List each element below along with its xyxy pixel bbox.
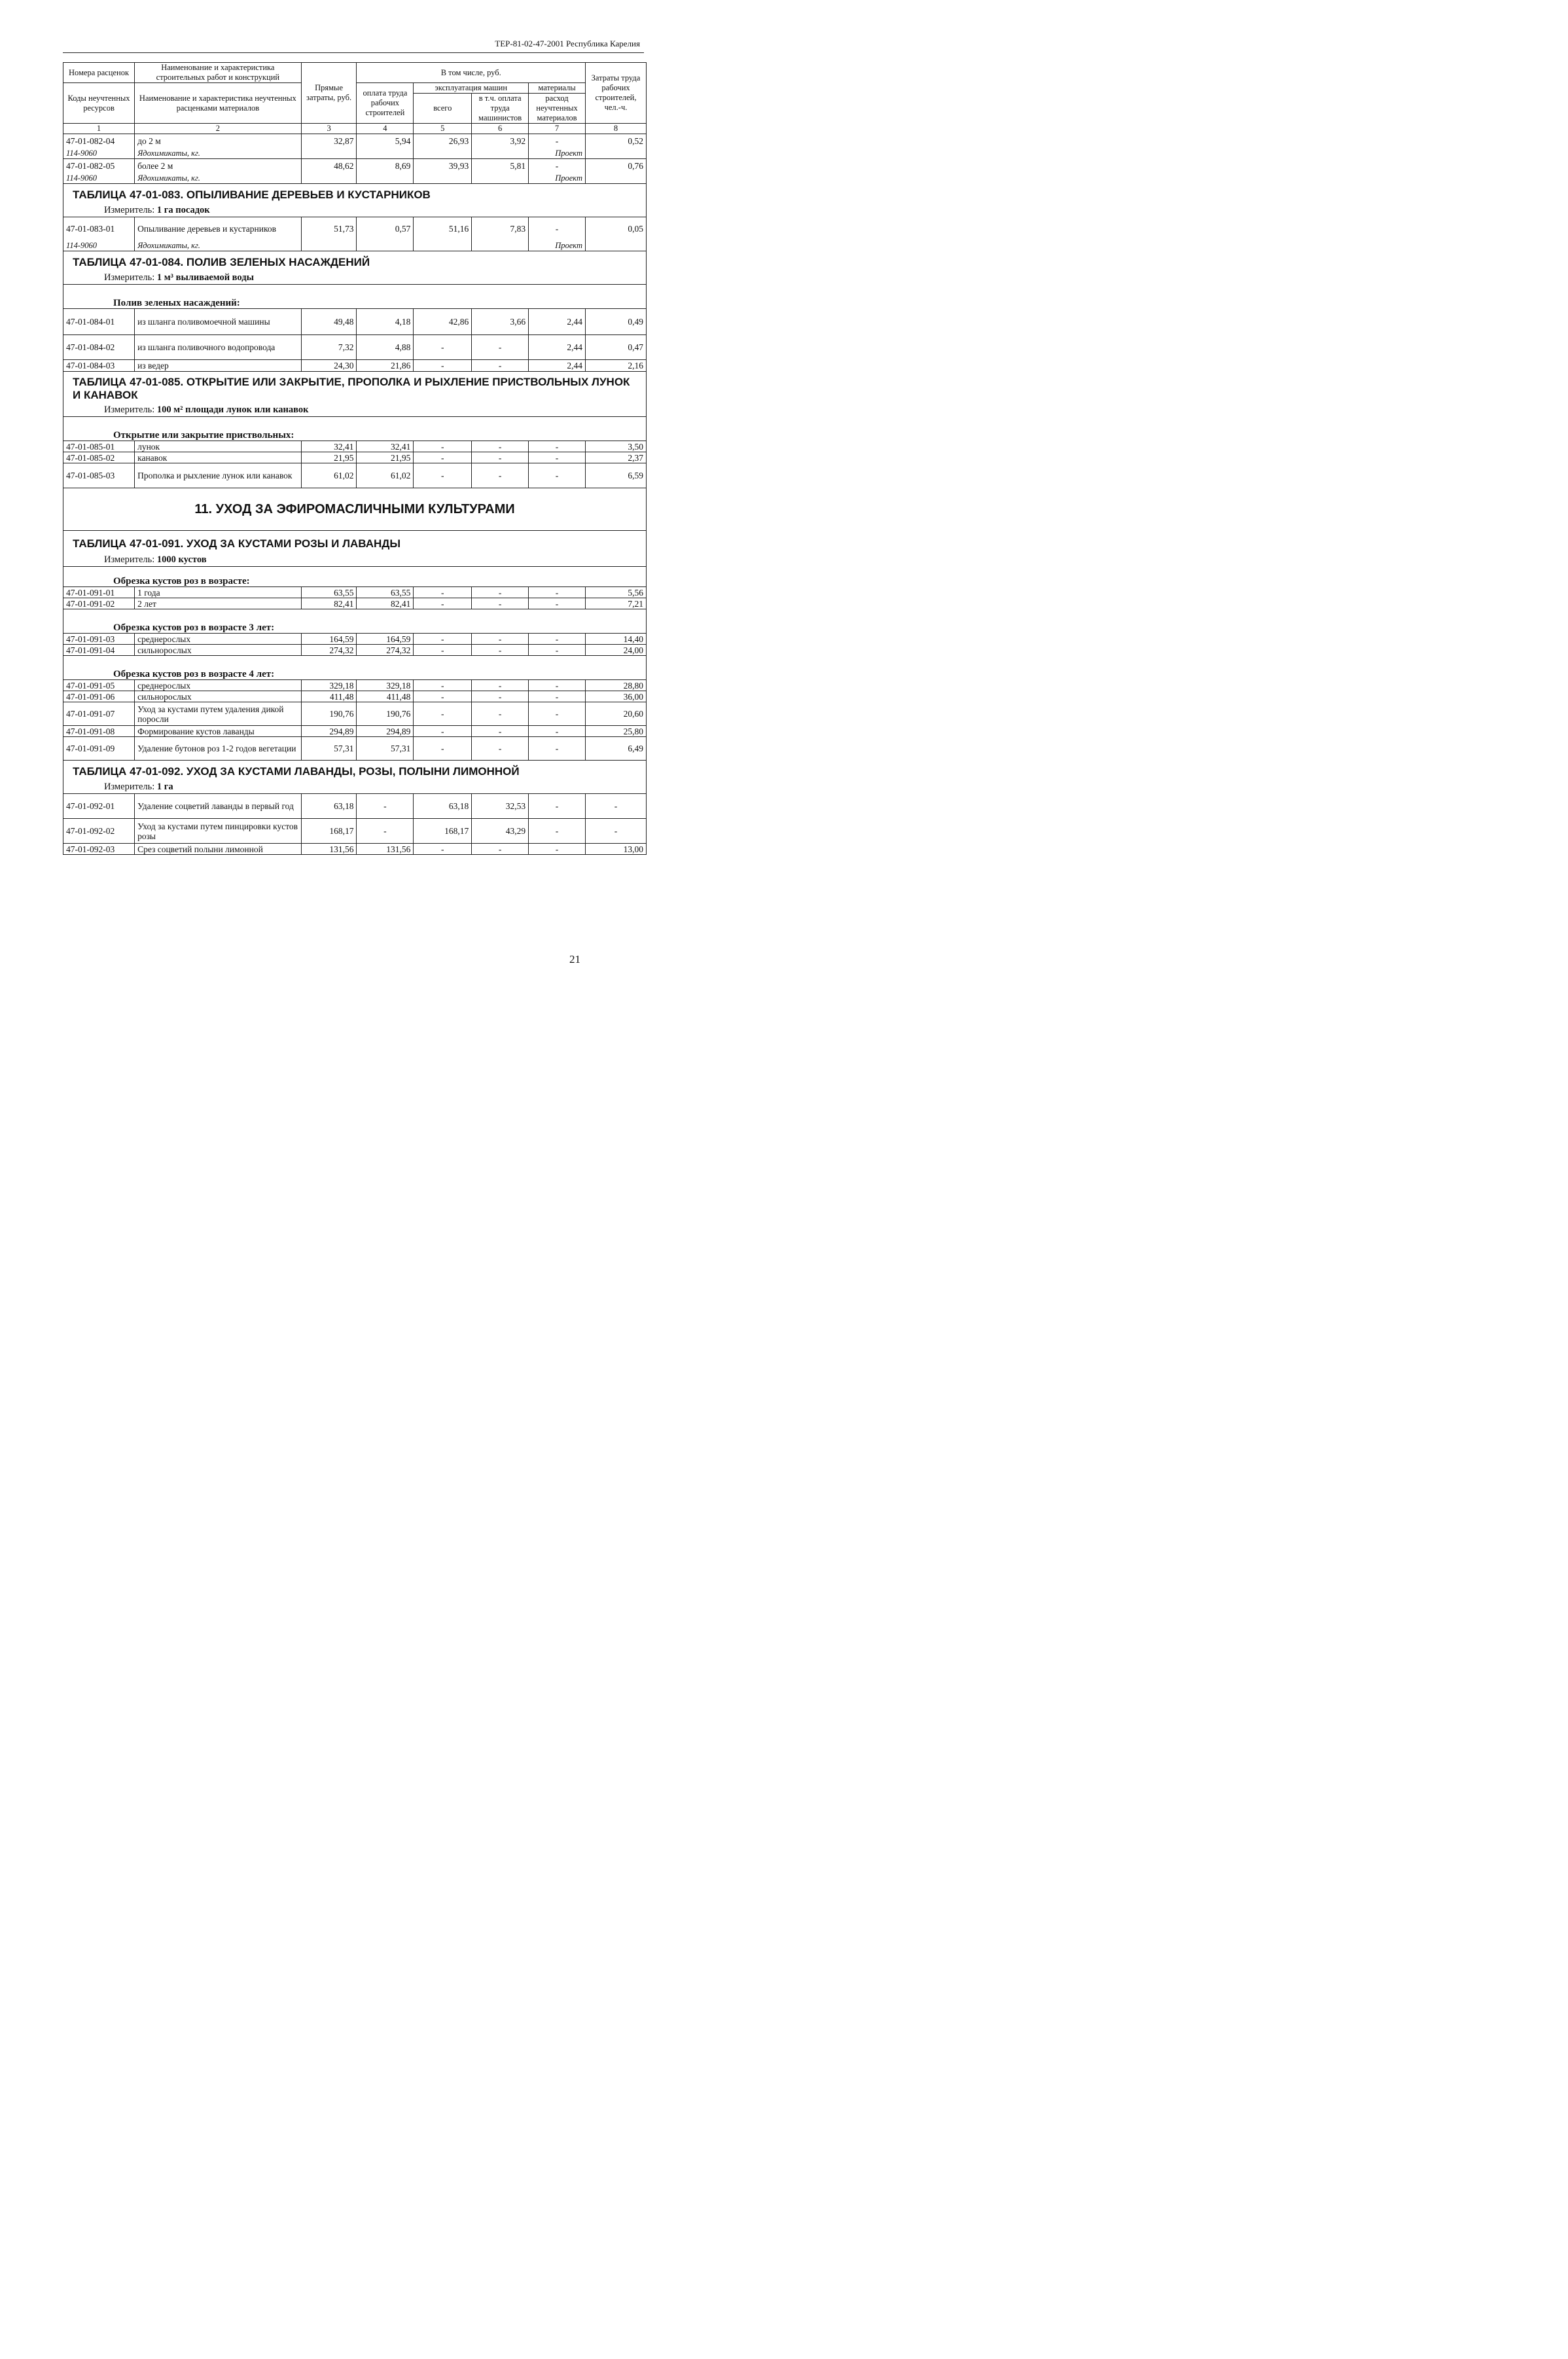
- cell: 329,18: [357, 680, 414, 691]
- cell: -: [472, 691, 529, 702]
- rate-name: лунок: [135, 441, 302, 452]
- cell: 7,83: [472, 217, 529, 241]
- table-row: [63, 844, 647, 855]
- cell: 5,56: [585, 587, 646, 598]
- table-title: ТАБЛИЦА 47-01-092. УХОД ЗА КУСТАМИ ЛАВАНДЫ, РОЗЫ, ПОЛЫНИ ЛИМОННОЙ: [63, 761, 647, 781]
- cell: 49,48: [301, 309, 357, 335]
- subsection-title: Обрезка кустов роз в возрасте 3 лет:: [63, 609, 647, 634]
- cell: 7,32: [301, 335, 357, 360]
- rate-code: 47-01-091-07: [63, 702, 135, 726]
- resource-name: Ядохимикаты, кг.: [135, 241, 302, 251]
- cell: 168,17: [414, 819, 472, 844]
- cell: [357, 173, 414, 184]
- table-title: ТАБЛИЦА 47-01-084. ПОЛИВ ЗЕЛЕНЫХ НАСАЖДЕНИЙ: [63, 251, 647, 272]
- cell: 164,59: [301, 634, 357, 645]
- cell: [414, 241, 472, 251]
- cell: -: [414, 598, 472, 609]
- col-header-labor: Затраты труда рабочих строителей, чел.-ч.: [585, 63, 646, 124]
- table-row: [63, 737, 647, 761]
- cell: 6,59: [585, 463, 646, 488]
- cell: -: [357, 819, 414, 844]
- table-row: [63, 360, 647, 372]
- rate-code: 47-01-092-03: [63, 844, 135, 855]
- rate-name: Уход за кустами путем удаления дикой поросли: [135, 702, 302, 726]
- col-header-direct-cost: Прямые затраты, руб.: [301, 63, 357, 124]
- cell: 294,89: [357, 726, 414, 737]
- cell: 0,52: [585, 134, 646, 149]
- rate-name: Опыливание деревьев и кустарников: [135, 217, 302, 241]
- rate-name: из шланга поливомоечной машины: [135, 309, 302, 335]
- resource-row: [63, 173, 647, 184]
- col-number: 4: [357, 124, 414, 134]
- rate-code: 47-01-091-01: [63, 587, 135, 598]
- table-title: ТАБЛИЦА 47-01-083. ОПЫЛИВАНИЕ ДЕРЕВЬЕВ И КУСТАРНИКОВ: [63, 184, 647, 204]
- page-number: 21: [569, 953, 580, 965]
- cell: 411,48: [357, 691, 414, 702]
- cell: 82,41: [357, 598, 414, 609]
- rate-code: 47-01-085-01: [63, 441, 135, 452]
- table-row: [63, 680, 647, 691]
- cell: [585, 149, 646, 159]
- cell: -: [414, 634, 472, 645]
- cell: 2,37: [585, 452, 646, 463]
- cell: 39,93: [414, 159, 472, 173]
- cell: 61,02: [301, 463, 357, 488]
- cell: [414, 149, 472, 159]
- rate-name: Прополка и рыхление лунок или канавок: [135, 463, 302, 488]
- cell: 411,48: [301, 691, 357, 702]
- cell: 0,76: [585, 159, 646, 173]
- cell: -: [414, 844, 472, 855]
- cell: 28,80: [585, 680, 646, 691]
- rate-name: 1 года: [135, 587, 302, 598]
- cell: 3,66: [472, 309, 529, 335]
- cell: 32,53: [472, 794, 529, 819]
- cell: -: [472, 634, 529, 645]
- cell: -: [472, 702, 529, 726]
- measure-value: 1 м³ выливаемой воды: [156, 272, 254, 283]
- cell: -: [414, 441, 472, 452]
- page-header: [63, 37, 644, 53]
- rate-code: 47-01-091-04: [63, 645, 135, 656]
- cell: -: [585, 819, 646, 844]
- measure-prefix: Измеритель:: [104, 404, 157, 415]
- rate-name: из ведер: [135, 360, 302, 372]
- rate-code: 47-01-082-04: [63, 134, 135, 149]
- cell: 25,80: [585, 726, 646, 737]
- rate-code: 47-01-092-02: [63, 819, 135, 844]
- table-row: [63, 463, 647, 488]
- col-header-materials-name: Наименование и характеристика неучтенных расценками материалов: [135, 83, 302, 124]
- cell: -: [472, 587, 529, 598]
- cell: 190,76: [301, 702, 357, 726]
- cell: 43,29: [472, 819, 529, 844]
- rate-code: 47-01-091-08: [63, 726, 135, 737]
- resource-code: 114-9060: [63, 241, 135, 251]
- table-row: [63, 794, 647, 819]
- rate-code: 47-01-084-01: [63, 309, 135, 335]
- cell: 82,41: [301, 598, 357, 609]
- cell: 48,62: [301, 159, 357, 173]
- cell: [301, 241, 357, 251]
- table-title: ТАБЛИЦА 47-01-085. ОТКРЫТИЕ ИЛИ ЗАКРЫТИЕ, ПРОПОЛКА И РЫХЛЕНИЕ ПРИСТВОЛЬНЫХ ЛУНОК И КАНАВОК: [63, 372, 647, 404]
- table-row: [63, 452, 647, 463]
- cell: 7,21: [585, 598, 646, 609]
- table-row: [63, 159, 647, 173]
- cell: -: [472, 844, 529, 855]
- table-title: ТАБЛИЦА 47-01-091. УХОД ЗА КУСТАМИ РОЗЫ И ЛАВАНДЫ: [63, 531, 647, 554]
- cell: 0,05: [585, 217, 646, 241]
- col-header-materials: материалы: [529, 83, 586, 94]
- measure-unit: [63, 403, 647, 417]
- cell: -: [414, 360, 472, 372]
- cell: 8,69: [357, 159, 414, 173]
- rate-code: 47-01-085-03: [63, 463, 135, 488]
- cell: -: [529, 217, 586, 241]
- cell: [472, 241, 529, 251]
- rate-name: Срез соцветий полыни лимонной: [135, 844, 302, 855]
- cell: -: [472, 726, 529, 737]
- cell: -: [472, 463, 529, 488]
- cell: -: [529, 680, 586, 691]
- cell: 3,50: [585, 441, 646, 452]
- rates-table: [63, 62, 647, 855]
- measure-prefix: Измеритель:: [104, 204, 157, 215]
- table-row: [63, 335, 647, 360]
- cell: 24,00: [585, 645, 646, 656]
- cell: -: [529, 159, 586, 173]
- table-row: [63, 587, 647, 598]
- rate-name: Уход за кустами путем пинцировки кустов розы: [135, 819, 302, 844]
- cell: -: [529, 134, 586, 149]
- cell: 13,00: [585, 844, 646, 855]
- cell: -: [414, 691, 472, 702]
- cell: [585, 241, 646, 251]
- cell: -: [414, 726, 472, 737]
- cell: 5,94: [357, 134, 414, 149]
- cell: -: [472, 645, 529, 656]
- cell: [585, 173, 646, 184]
- table-row: [63, 691, 647, 702]
- cell: -: [414, 702, 472, 726]
- rate-name: из шланга поливочного водопровода: [135, 335, 302, 360]
- cell: 20,60: [585, 702, 646, 726]
- col-header-resource-codes: Коды неучтенных ресурсов: [63, 83, 135, 124]
- rate-name: сильнорослых: [135, 691, 302, 702]
- col-number: 2: [135, 124, 302, 134]
- table-row: [63, 134, 647, 149]
- col-header-wages: оплата труда рабочих строителей: [357, 83, 414, 124]
- table-row: [63, 634, 647, 645]
- rate-name: более 2 м: [135, 159, 302, 173]
- col-header-machines-total: всего: [414, 94, 472, 124]
- cell: -: [529, 441, 586, 452]
- cell: 2,16: [585, 360, 646, 372]
- cell: 57,31: [301, 737, 357, 761]
- table-row: [63, 726, 647, 737]
- cell: 4,18: [357, 309, 414, 335]
- cell: -: [529, 691, 586, 702]
- rate-name: Удаление бутонов роз 1-2 годов вегетации: [135, 737, 302, 761]
- table-row: [63, 309, 647, 335]
- cell: [472, 173, 529, 184]
- cell: -: [529, 452, 586, 463]
- doc-reference: ТЕР-81-02-47-2001 Республика Карелия: [495, 39, 640, 48]
- cell: 42,86: [414, 309, 472, 335]
- cell: -: [414, 587, 472, 598]
- cell: -: [472, 360, 529, 372]
- cell: -: [414, 737, 472, 761]
- cell: -: [357, 794, 414, 819]
- table-row: [63, 819, 647, 844]
- col-number: 7: [529, 124, 586, 134]
- col-header-material-use: расход неучтенных материалов: [529, 94, 586, 124]
- rate-name: Формирование кустов лаванды: [135, 726, 302, 737]
- rate-code: 47-01-082-05: [63, 159, 135, 173]
- cell: -: [472, 680, 529, 691]
- cell: 14,40: [585, 634, 646, 645]
- rate-code: 47-01-092-01: [63, 794, 135, 819]
- cell: 63,18: [414, 794, 472, 819]
- cell: -: [529, 737, 586, 761]
- cell: 164,59: [357, 634, 414, 645]
- col-number: 3: [301, 124, 357, 134]
- cell: -: [529, 463, 586, 488]
- measure-unit: [63, 204, 647, 217]
- col-header-codes: Номера расценок: [63, 63, 135, 83]
- resource-code: 114-9060: [63, 149, 135, 159]
- measure-value: 1 га посадок: [156, 204, 210, 215]
- cell: 131,56: [301, 844, 357, 855]
- cell: -: [414, 335, 472, 360]
- cell: 3,92: [472, 134, 529, 149]
- cell: 63,18: [301, 794, 357, 819]
- project-note: Проект: [529, 173, 586, 184]
- cell: -: [529, 726, 586, 737]
- cell: -: [472, 335, 529, 360]
- cell: -: [529, 645, 586, 656]
- cell: -: [529, 587, 586, 598]
- measure-prefix: Измеритель:: [104, 554, 157, 565]
- cell: -: [472, 452, 529, 463]
- rate-name: среднерослых: [135, 634, 302, 645]
- cell: 32,41: [301, 441, 357, 452]
- measure-value: 1 га: [156, 781, 173, 792]
- cell: -: [529, 634, 586, 645]
- resource-name: Ядохимикаты, кг.: [135, 173, 302, 184]
- cell: 4,88: [357, 335, 414, 360]
- cell: 0,47: [585, 335, 646, 360]
- subsection-title: Полив зеленых насаждений:: [63, 285, 647, 309]
- rate-name: 2 лет: [135, 598, 302, 609]
- cell: 190,76: [357, 702, 414, 726]
- table-row: [63, 702, 647, 726]
- cell: -: [529, 794, 586, 819]
- rate-name: канавок: [135, 452, 302, 463]
- rate-name: до 2 м: [135, 134, 302, 149]
- subsection-title: Открытие или закрытие приствольных:: [63, 417, 647, 441]
- section-title: 11. УХОД ЗА ЭФИРОМАСЛИЧНЫМИ КУЛЬТУРАМИ: [63, 488, 647, 531]
- cell: 63,55: [357, 587, 414, 598]
- cell: -: [414, 680, 472, 691]
- resource-row: [63, 149, 647, 159]
- rate-code: 47-01-084-03: [63, 360, 135, 372]
- rate-code: 47-01-091-06: [63, 691, 135, 702]
- measure-value: 100 м² площади лунок или канавок: [156, 404, 309, 415]
- cell: 63,55: [301, 587, 357, 598]
- rate-code: 47-01-084-02: [63, 335, 135, 360]
- project-note: Проект: [529, 241, 586, 251]
- cell: -: [529, 844, 586, 855]
- subsection-title: Обрезка кустов роз в возрасте:: [63, 567, 647, 587]
- rate-name: Удаление соцветий лаванды в первый год: [135, 794, 302, 819]
- cell: -: [472, 441, 529, 452]
- rate-code: 47-01-083-01: [63, 217, 135, 241]
- rate-name: среднерослых: [135, 680, 302, 691]
- cell: 0,49: [585, 309, 646, 335]
- col-header-machines: эксплуатация машин: [414, 83, 529, 94]
- cell: 2,44: [529, 360, 586, 372]
- cell: 32,87: [301, 134, 357, 149]
- cell: [414, 173, 472, 184]
- measure-unit: [63, 553, 647, 567]
- cell: 2,44: [529, 309, 586, 335]
- cell: 36,00: [585, 691, 646, 702]
- table-row: [63, 217, 647, 241]
- project-note: Проект: [529, 149, 586, 159]
- cell: 168,17: [301, 819, 357, 844]
- cell: 21,86: [357, 360, 414, 372]
- col-header-name: Наименование и характеристика строительных работ и конструкций: [135, 63, 302, 83]
- rate-name: сильнорослых: [135, 645, 302, 656]
- measure-unit: [63, 271, 647, 285]
- measure-prefix: Измеритель:: [104, 272, 157, 283]
- cell: -: [472, 598, 529, 609]
- cell: 274,32: [357, 645, 414, 656]
- cell: -: [414, 645, 472, 656]
- cell: -: [414, 452, 472, 463]
- cell: 274,32: [301, 645, 357, 656]
- table-row: [63, 598, 647, 609]
- cell: 51,73: [301, 217, 357, 241]
- rate-code: 47-01-091-02: [63, 598, 135, 609]
- cell: 6,49: [585, 737, 646, 761]
- measure-unit: [63, 780, 647, 794]
- cell: 329,18: [301, 680, 357, 691]
- cell: 51,16: [414, 217, 472, 241]
- col-number: 6: [472, 124, 529, 134]
- col-header-including: В том числе, руб.: [357, 63, 586, 83]
- measure-value: 1000 кустов: [156, 554, 207, 565]
- cell: 26,93: [414, 134, 472, 149]
- col-header-machinists: в т.ч. оплата труда машинистов: [472, 94, 529, 124]
- cell: 32,41: [357, 441, 414, 452]
- cell: 0,57: [357, 217, 414, 241]
- cell: -: [585, 794, 646, 819]
- subsection-title: Обрезка кустов роз в возрасте 4 лет:: [63, 656, 647, 680]
- cell: 57,31: [357, 737, 414, 761]
- cell: [301, 173, 357, 184]
- rate-code: 47-01-085-02: [63, 452, 135, 463]
- col-number: 5: [414, 124, 472, 134]
- cell: 2,44: [529, 335, 586, 360]
- cell: -: [414, 463, 472, 488]
- resource-code: 114-9060: [63, 173, 135, 184]
- col-number: 8: [585, 124, 646, 134]
- cell: 21,95: [301, 452, 357, 463]
- cell: [301, 149, 357, 159]
- cell: 61,02: [357, 463, 414, 488]
- cell: 131,56: [357, 844, 414, 855]
- cell: -: [529, 702, 586, 726]
- cell: 5,81: [472, 159, 529, 173]
- rate-code: 47-01-091-03: [63, 634, 135, 645]
- col-number: 1: [63, 124, 135, 134]
- cell: [357, 149, 414, 159]
- cell: 24,30: [301, 360, 357, 372]
- table-row: [63, 645, 647, 656]
- measure-prefix: Измеритель:: [104, 781, 157, 792]
- resource-row: [63, 241, 647, 251]
- cell: [357, 241, 414, 251]
- rate-code: 47-01-091-09: [63, 737, 135, 761]
- cell: [472, 149, 529, 159]
- resource-name: Ядохимикаты, кг.: [135, 149, 302, 159]
- cell: 21,95: [357, 452, 414, 463]
- cell: -: [529, 819, 586, 844]
- rate-code: 47-01-091-05: [63, 680, 135, 691]
- table-row: [63, 441, 647, 452]
- cell: -: [529, 598, 586, 609]
- cell: 294,89: [301, 726, 357, 737]
- cell: -: [472, 737, 529, 761]
